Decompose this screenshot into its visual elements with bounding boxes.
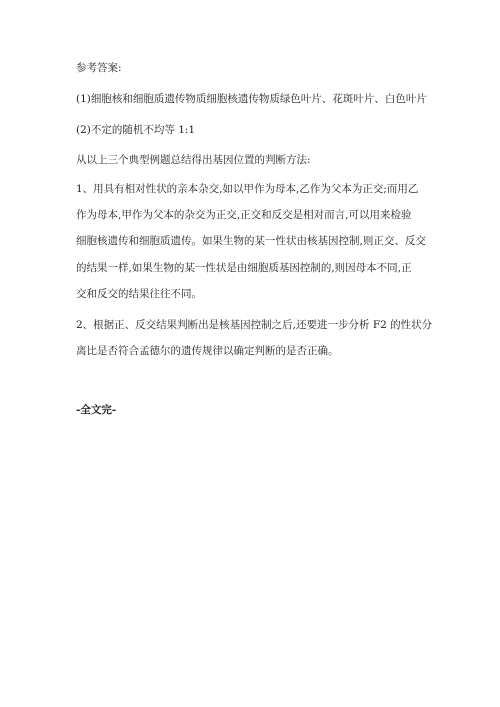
method-1-line: 交和反交的结果往往不同。 xyxy=(76,288,202,300)
end-mark: -全文完- xyxy=(76,404,117,416)
summary-intro: 从以上三个典型例题总结得出基因位置的判断方法: xyxy=(76,154,311,166)
method-2-line: 2、根据正、反交结果判断出是核基因控制之后,还要进一步分析 F2 的性状分 xyxy=(76,319,433,331)
method-1-line: 1、用具有相对性状的亲本杂交,如以甲作为母本,乙作为父本为正交;而用乙 xyxy=(76,183,419,195)
method-1-line: 的结果一样,如果生物的某一性状是由细胞质基因控制的,则因母本不同,正 xyxy=(76,262,412,274)
method-1-line: 作为母本,甲作为父本的杂交为正交,正交和反交是相对而言,可以用来检验 xyxy=(76,209,412,221)
answer-heading: 参考答案: xyxy=(76,62,122,74)
method-2-line: 离比是否符合孟德尔的遗传规律以确定判断的是否正确。 xyxy=(76,345,339,357)
answer-item-1: (1)细胞核和细胞质遗传物质细胞核遗传物质绿色叶片、花斑叶片、白色叶片 xyxy=(76,93,427,105)
method-1-line: 细胞核遗传和细胞质遗传。如果生物的某一性状由核基因控制,则正交、反交 xyxy=(76,235,426,247)
answer-item-2: (2)不定的随机不均等 1:1 xyxy=(76,124,196,136)
